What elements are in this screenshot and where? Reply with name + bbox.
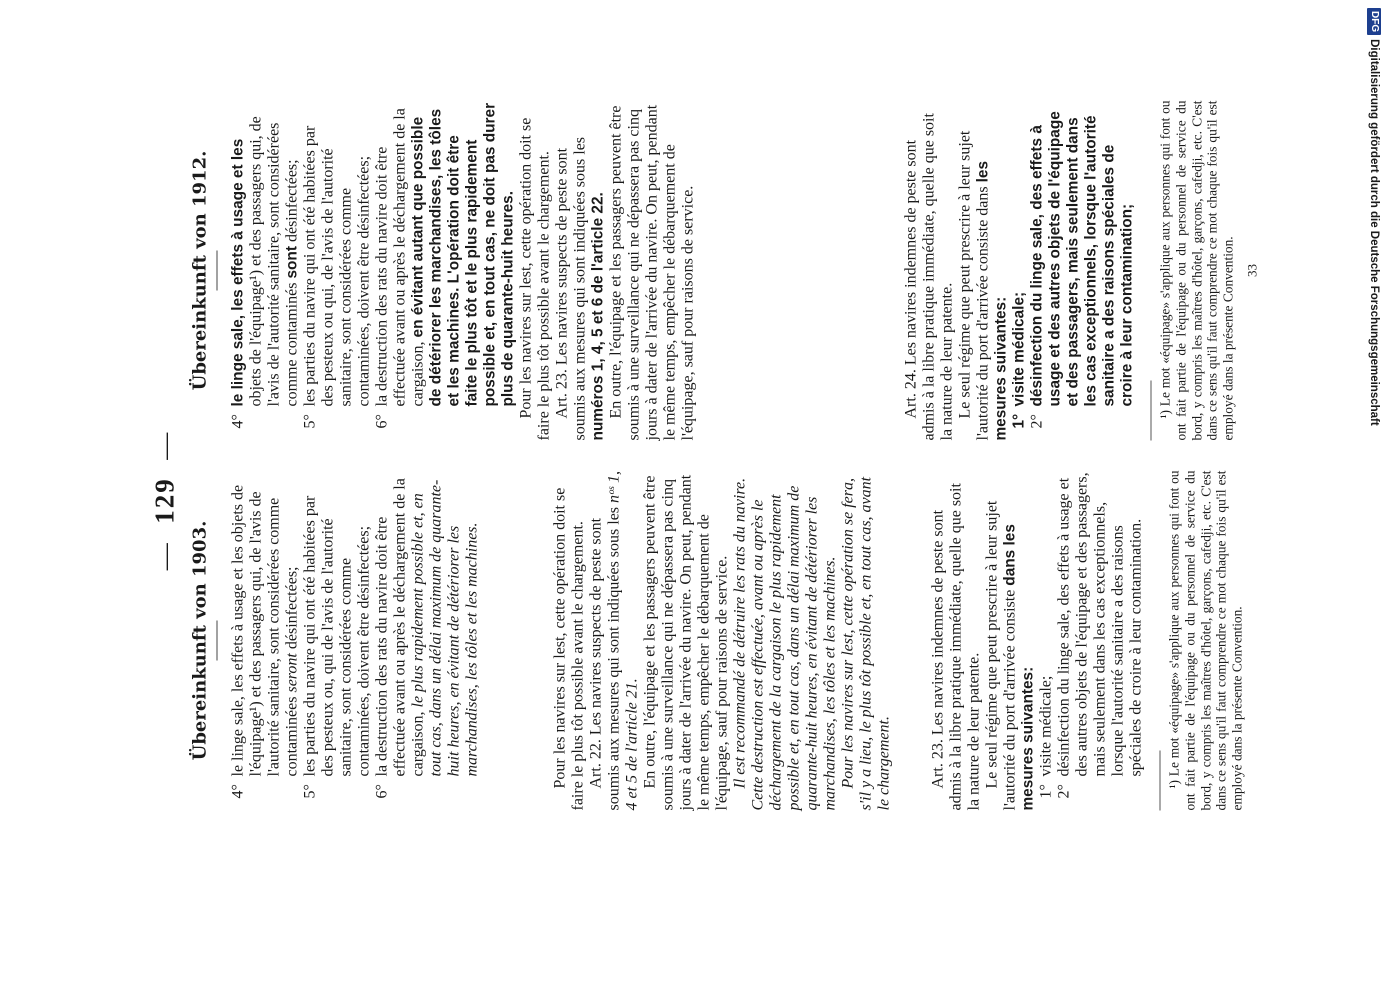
heading-rule [217,251,218,291]
dfg-logo: DFG [1367,8,1381,35]
footnote: ¹) Le mot «équipage» s'applique aux personnes qui font ou ont fait partie de l'équipage ou du personnel de service du bord, y compris les maîtres d'hôtel, garçons, cafedji, etc. C'est dans ce sens qu'il faut comprendre ce mot chaque fois qu'il est employé dans la présente Convention. [1157,100,1236,441]
item-5: 5°les parties du navire qui ont été habitées par des pesteux ou, qui de l'avis de l'autorité sanitaire, sont considérées comme contaminées, doivent être désinfectées; [301,495,373,799]
item-5: 5°les parties du navire qui ont été habitées par des pesteux ou qui, de l'avis de l'autorité sanitaire, sont considérées comme contaminées, doivent être désinfectées; [301,125,373,429]
para-regime: Le seul régime que peut prescrire à leur sujet l'autorité du port d'arrivée consiste dans les mesures suivantes: [956,130,1010,441]
bottom-page-number: 33 [1244,264,1260,277]
para-outre: En outre, l'équipage et les passagers peuvent être soumis à une surveillance qui ne dépassera pas cinq jours à dater de l'arrivée du navire. On peut, pendant le même temps, empêcher le débarquement de l'équipage, sauf pour raisons de service. [607,104,697,441]
sub-item-2: 2°désinfection du linge sale, des effets à usage et des autres objets de l'équipage et des passagers, mais seulement dans les cas exceptionnels, lorsque l'autorité sanitaire a des raisons spéciales de croire à leur contamination; [1028,111,1136,429]
dfg-text: Digitalisierung gefördert durch die Deutsche Forschungsgemeinschaft [1368,39,1380,426]
article-22: Art. 22. Les navires suspects de peste sont soumis aux mesures qui sont indiquées sous les nᵒˢ 1, 4 et 5 de l'article 21. [587,471,641,811]
article-23: Art. 23. Les navires suspects de peste sont soumis aux mesures qui sont indiquées sous les numéros 1, 4, 5 et 6 de l'article 22. [553,136,607,441]
dfg-strip [1364,8,1383,992]
spacer [698,101,903,441]
sub-item-1: 1°visite médicale; [1037,675,1055,799]
column-1903-body [190,471,1246,811]
scanned-page [0,1,1383,1001]
para-outre: En outre, l'équipage et les passagers peuvent être soumis à une surveillance qui ne dépassera pas cinq jours à dater de l'arrivée du navire. On peut, pendant le même temps, empêcher le débarquement de l'équipage, sauf pour raisons de service. [641,474,731,811]
column-1912-heading: Übereinkunft von 1912. [189,150,211,391]
article-24: Art. 24. Les navires indemnes de peste sont admis à la libre pratique immédiate, quelle que soit la nature de leur patente. [902,113,956,441]
footnote: ¹) Le mot «équipage» s'applique aux personnes qui font ou ont fait partie de l'équipage ou du personnel de service du bord, y compris les maîtres d'hôtel, garçons, cafedji, etc. C'est dans ce sens qu'il faut comprendre ce mot chaque fois qu'il est employé dans la présente Convention. [1166,470,1245,811]
sub-item-1: 1°visite médicale; [1010,291,1028,429]
column-1903-heading: Übereinkunft von 1903. [189,520,211,761]
item-4: 4°le linge sale, les effets à usage et les objets de l'équipage¹) et des passagers qui, de l'avis de l'autorité sanitaire, sont considérées comme contaminées seront désinfectées; [229,484,301,799]
column-1912-body [190,101,1261,441]
para-regime: Le seul régime que peut prescrire à leur sujet l'autorité du port d'arrivée consiste dans les mesures suivantes: [983,500,1037,811]
para-lest-2: Pour les navires sur lest, cette opération se fera, s'il y a lieu, le plus tôt possible et, en tout cas, avant le chargement. [839,476,893,811]
page-number: 129 [149,477,180,524]
para-lest: Pour les navires sur lest, cette opération doit se faire le plus tôt possible avant le chargement. [551,487,587,811]
spacer [894,471,930,811]
header-dash-left: — [149,541,180,571]
footnote-rule [1160,751,1161,811]
item-6: 6°la destruction des rats du navire doit être effectuée avant ou après le déchargement de la cargaison, en évitant autant que possible de détériorer les marchandises, les tôles et les machines. L'opération doit être faite le plus tôt et le plus rapidement possible et, en tout cas, ne doit pas durer plus de quarante-huit heures. [373,102,517,429]
para-recommande: Il est recommandé de détruire les rats du navire. Cette destruction est effectuée, avant ou après le déchargement de la cargaison le plus rapidement possible et, en tout cas, dans un délai maximum de quarante-huit heures, en évitant de détériorer les marchandises, les tôles et les machines. [731,477,839,811]
header-dash-right: — [149,430,180,460]
sub-item-2: 2°désinfection du linge sale, des effets à usage et des autres objets de l'équipage et des passagers, mais seulement dans les cas exceptionnels, lorsque l'autorité sanitaire a des raisons spéciales de croire à leur contamination. [1055,472,1145,799]
article-23: Art. 23. Les navires indemnes de peste sont admis à la libre pratique immédiate, quelle que soit la nature de leur patente. [929,483,983,811]
item-6: 6°la destruction des rats du navire doit être effectuée avant ou après le déchargement de la cargaison, le plus rapidement possible et, en tout cas, dans un délai maximum de quarante-huit heures, en évitant de détériorer les marchandises, les tôles et les machines. [373,478,481,799]
footnote-rule [1151,381,1152,441]
para-lest: Pour les navires sur lest, cette opération doit se faire le plus tôt possible avant le chargement. [517,117,553,441]
spacer [482,471,552,811]
heading-rule [217,621,218,661]
item-4: 4°le linge sale, les effets à usage et les objets de l'équipage¹) et des passagers qui, de l'avis de l'autorité sanitaire, sont considérées comme contaminés sont désinfectées; [229,116,301,429]
